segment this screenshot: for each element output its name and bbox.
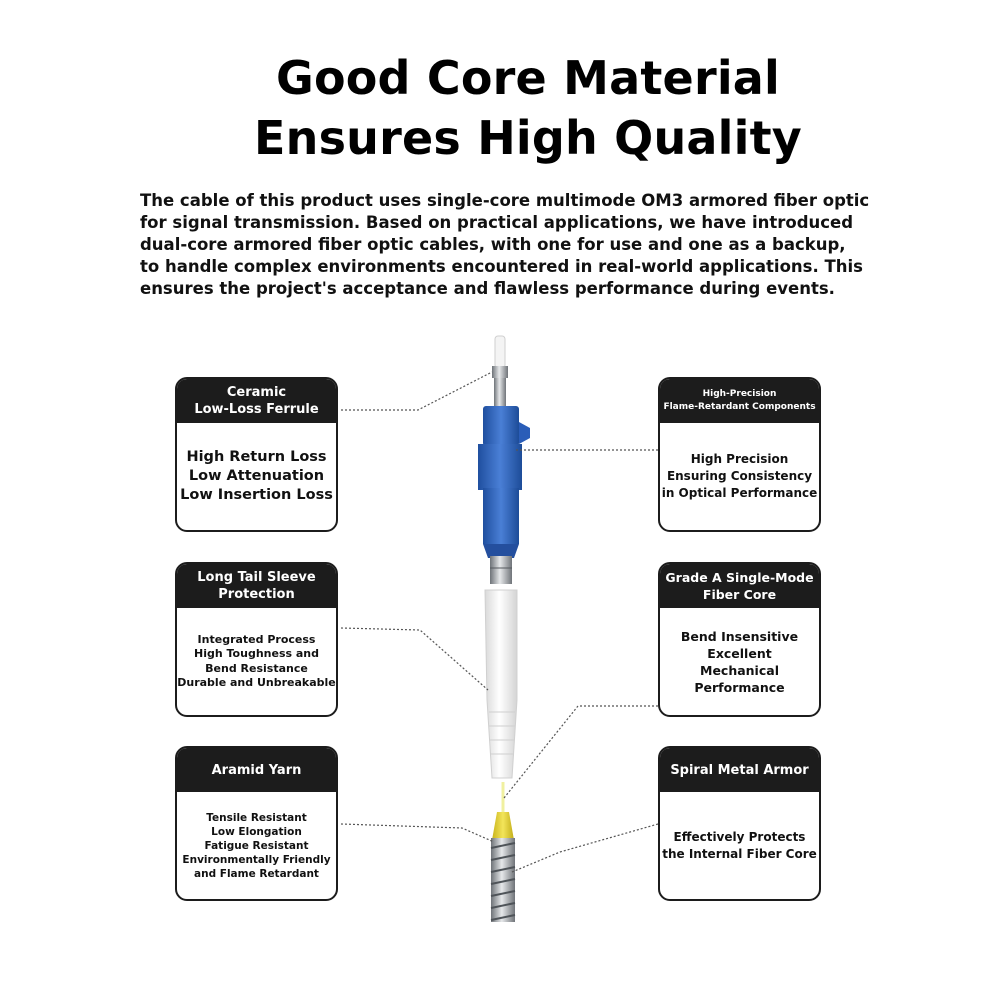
header-line: Ceramic: [226, 385, 287, 400]
body-line: Ensuring Consistency: [666, 469, 813, 483]
body-line: the Internal Fiber Core: [662, 846, 817, 861]
body-line: Performance: [694, 679, 785, 695]
body-line: Low Insertion Loss: [180, 487, 333, 503]
leader-aramid: [341, 824, 494, 842]
blue-connector-part: [478, 406, 530, 558]
body-line: Mechanical: [700, 662, 779, 678]
card-metal-armor: [658, 746, 821, 901]
body-line: Excellent: [707, 645, 772, 661]
card-header: [660, 564, 819, 608]
body-line: Low Attenuation: [188, 468, 325, 484]
title-line-1: Good Core Material: [275, 51, 781, 105]
body-line: Tensile Resistant: [206, 811, 307, 824]
leader-sleeve: [341, 628, 488, 690]
body-line: Fatigue Resistant: [204, 839, 309, 852]
product-description: The cable of this product uses single-core multimode OM3 armored fiber optic for signal transmission. Based on practical applications, we have introduced dual-core armored fiber optic cables, with one for use and one as a backup, to handle complex environments encountered in real-world applications. This ensures the project's acceptance and flawless performance during events.: [140, 191, 870, 298]
body-line: and Flame Retardant: [194, 867, 319, 880]
header-line: Flame-Retardant Components: [663, 402, 816, 412]
body-line: Environmentally Friendly: [182, 853, 331, 866]
body-line: High Toughness and: [194, 647, 319, 660]
header-line: Low-Loss Ferrule: [194, 402, 319, 417]
fiber-core-part: [492, 782, 514, 840]
body-line: High Precision: [690, 452, 789, 466]
header-line: Protection: [218, 587, 295, 602]
tail-sleeve-part: [485, 590, 517, 778]
leader-fiber: [504, 706, 658, 798]
card-tail-sleeve: [175, 562, 338, 717]
leader-armor: [512, 824, 658, 872]
card-header: [660, 748, 819, 792]
card-fiber-core: [658, 562, 821, 717]
card-body: [660, 608, 819, 715]
body-line: Bend Resistance: [205, 661, 308, 675]
body-line: Durable and Unbreakable: [177, 676, 336, 689]
leader-ceramic: [341, 372, 492, 410]
body-line: Integrated Process: [197, 632, 316, 646]
card-header: [177, 564, 336, 608]
header-line: High-Precision: [702, 389, 777, 399]
ceramic-ferrule-part: [492, 336, 508, 408]
body-line: Bend Insensitive: [680, 628, 799, 644]
card-body: [660, 792, 819, 899]
header-line: Fiber Core: [702, 587, 777, 602]
metal-armor-part: [491, 838, 515, 922]
card-body: [177, 423, 336, 530]
card-aramid-yarn: [175, 746, 338, 901]
card-header: [660, 379, 819, 423]
card-header: [177, 379, 336, 423]
metal-tube-part: [490, 556, 512, 584]
card-ceramic-ferrule: [175, 377, 338, 532]
header-line: Grade A Single-Mode: [665, 570, 814, 585]
body-line: in Optical Performance: [661, 486, 818, 500]
card-body: [660, 423, 819, 530]
body-line: High Return Loss: [186, 449, 327, 465]
card-body: [177, 608, 336, 715]
card-flame-retardant: [658, 377, 821, 532]
body-line: Effectively Protects: [673, 829, 806, 844]
header-line: Long Tail Sleeve: [197, 570, 316, 585]
header-line: Spiral Metal Armor: [670, 762, 809, 778]
body-line: Low Elongation: [211, 825, 302, 838]
header-line: Aramid Yarn: [211, 762, 302, 778]
title-line-2: Ensures High Quality: [254, 111, 802, 165]
card-body: [177, 792, 336, 899]
card-header: [177, 748, 336, 792]
